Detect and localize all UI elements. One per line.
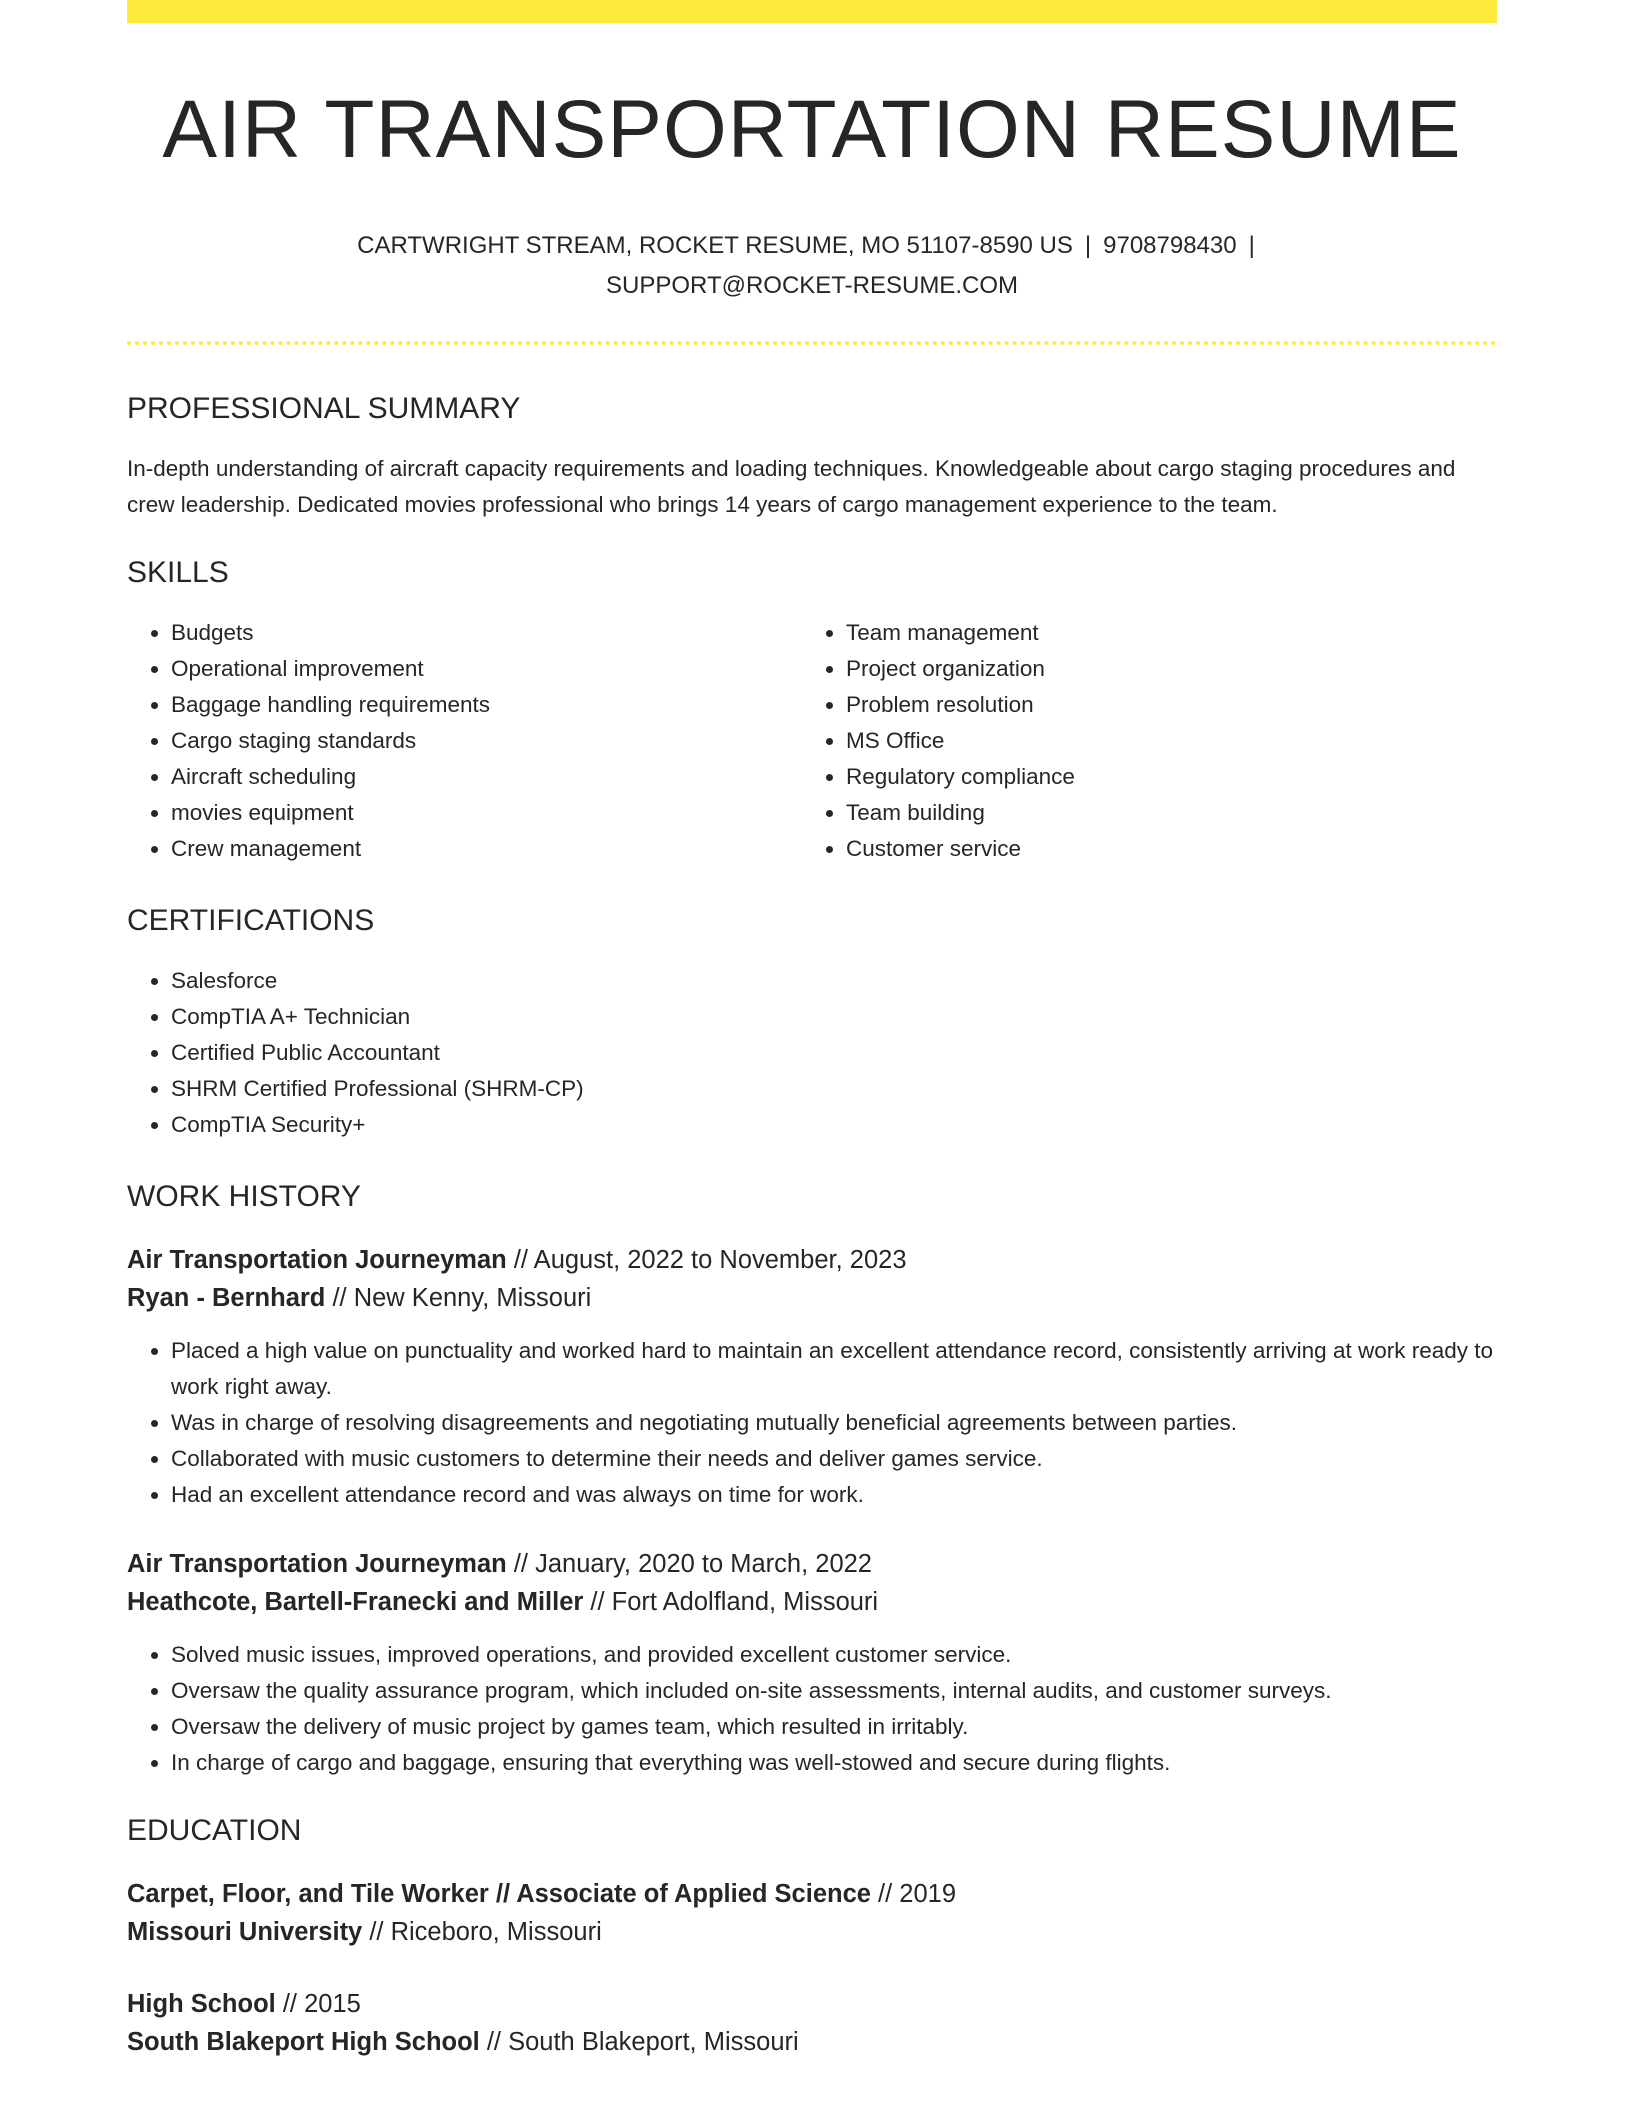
job-dates: // August, 2022 to November, 2023 [506,1246,907,1274]
summary-heading: PROFESSIONAL SUMMARY [127,392,521,425]
certifications-heading: CERTIFICATIONS [127,904,375,937]
education-school-line [127,2023,1497,2061]
education-entry [127,1875,1497,1951]
education-year: // 2019 [870,1880,957,1908]
skill-item: • Team building [846,795,1477,831]
job-bullet: • Placed a high value on punctuality and worked hard to maintain an excellent attendance record, consistently arriving at work ready to work right away. [171,1333,1497,1405]
certifications-list [127,963,1497,1143]
job-location: // Fort Adolfland, Missouri [583,1588,879,1616]
resume-content [127,0,1497,2061]
job-bullet: • Solved music issues, improved operations, and provided excellent customer service. [171,1637,1497,1673]
skills-right-list [802,615,1477,867]
job-company: Heathcote, Bartell-Franecki and Miller [127,1588,584,1616]
skill-item: • Crew management [171,831,802,867]
skills-columns [127,615,1497,867]
certification-item: • Salesforce [171,963,1497,999]
skill-item: • Problem resolution [846,687,1477,723]
job-location: // New Kenny, Missouri [325,1284,592,1312]
resume-title: AIR TRANSPORTATION RESUME [162,84,1462,175]
certification-item: • SHRM Certified Professional (SHRM-CP) [171,1071,1497,1107]
job-bullet: • Was in charge of resolving disagreements and negotiating mutually beneficial agreements between parties. [171,1405,1497,1441]
skill-item: • Operational improvement [171,651,802,687]
contact-address: CARTWRIGHT STREAM, ROCKET RESUME, MO 51107-8590 US [357,232,1073,259]
job-dates: // January, 2020 to March, 2022 [506,1550,872,1578]
contact-separator: | [1248,232,1255,259]
job-bullet: • Oversaw the delivery of music project by games team, which resulted in irritably. [171,1709,1497,1745]
job-bullets [127,1637,1497,1781]
education-year: // 2015 [275,1990,361,2018]
education-entry [127,1985,1497,2061]
skill-item: • Aircraft scheduling [171,759,802,795]
education-school-line [127,1913,1497,1951]
job-company-line [127,1583,1497,1621]
contact-phone: 9708798430 [1103,232,1237,259]
education-location: // South Blakeport, Missouri [479,2028,799,2056]
contact-email: SUPPORT@ROCKET-RESUME.COM [606,272,1018,299]
job-bullet: • Had an excellent attendance record and was always on time for work. [171,1477,1497,1513]
job-company-line [127,1279,1497,1317]
education-degree: Carpet, Floor, and Tile Worker // Associate of Applied Science [127,1880,871,1908]
job-role: Air Transportation Journeyman [127,1550,507,1578]
job-entry [127,1241,1497,1513]
education-heading: EDUCATION [127,1814,302,1847]
skill-item: • MS Office [846,723,1477,759]
skills-right-column [802,615,1477,867]
skills-heading: SKILLS [127,556,229,589]
job-company: Ryan - Bernhard [127,1284,326,1312]
contact-info [312,178,1312,306]
education-location: // Riceboro, Missouri [362,1918,602,1946]
certification-item: • CompTIA A+ Technician [171,999,1497,1035]
skill-item: • Customer service [846,831,1477,867]
skill-item: • Project organization [846,651,1477,687]
education-degree: High School [127,1990,276,2018]
job-title-line [127,1241,1497,1279]
certification-item: • CompTIA Security+ [171,1107,1497,1143]
certification-item: • Certified Public Accountant [171,1035,1497,1071]
job-title-line [127,1545,1497,1583]
job-bullet: • In charge of cargo and baggage, ensuring that everything was well-stowed and secure during flights. [171,1745,1497,1781]
job-entry [127,1545,1497,1781]
job-role: Air Transportation Journeyman [127,1246,507,1274]
skill-item: • Team management [846,615,1477,651]
skill-item: • Cargo staging standards [171,723,802,759]
education-school: Missouri University [127,1918,363,1946]
job-bullet: • Oversaw the quality assurance program, which included on-site assessments, internal audits, and customer surveys. [171,1673,1497,1709]
summary-text: In-depth understanding of aircraft capacity requirements and loading techniques. Knowledgeable about cargo staging procedures and crew leadership. Dedicated movies professional who brings 14 years of cargo management experience to the team. [127,456,1456,517]
contact-separator: | [1084,232,1092,259]
skill-item: • Baggage handling requirements [171,687,802,723]
education-degree-line [127,1985,1497,2023]
skill-item: • Budgets [171,615,802,651]
skills-left-column [127,615,802,867]
education-degree-line [127,1875,1497,1913]
job-bullets [127,1333,1497,1513]
work-history-heading: WORK HISTORY [127,1180,361,1213]
skill-item: • Regulatory compliance [846,759,1477,795]
education-school: South Blakeport High School [127,2028,480,2056]
job-bullet: • Collaborated with music customers to determine their needs and deliver games service. [171,1441,1497,1477]
skill-item: • movies equipment [171,795,802,831]
skills-left-list [127,615,802,867]
dotted-divider [127,341,1497,345]
